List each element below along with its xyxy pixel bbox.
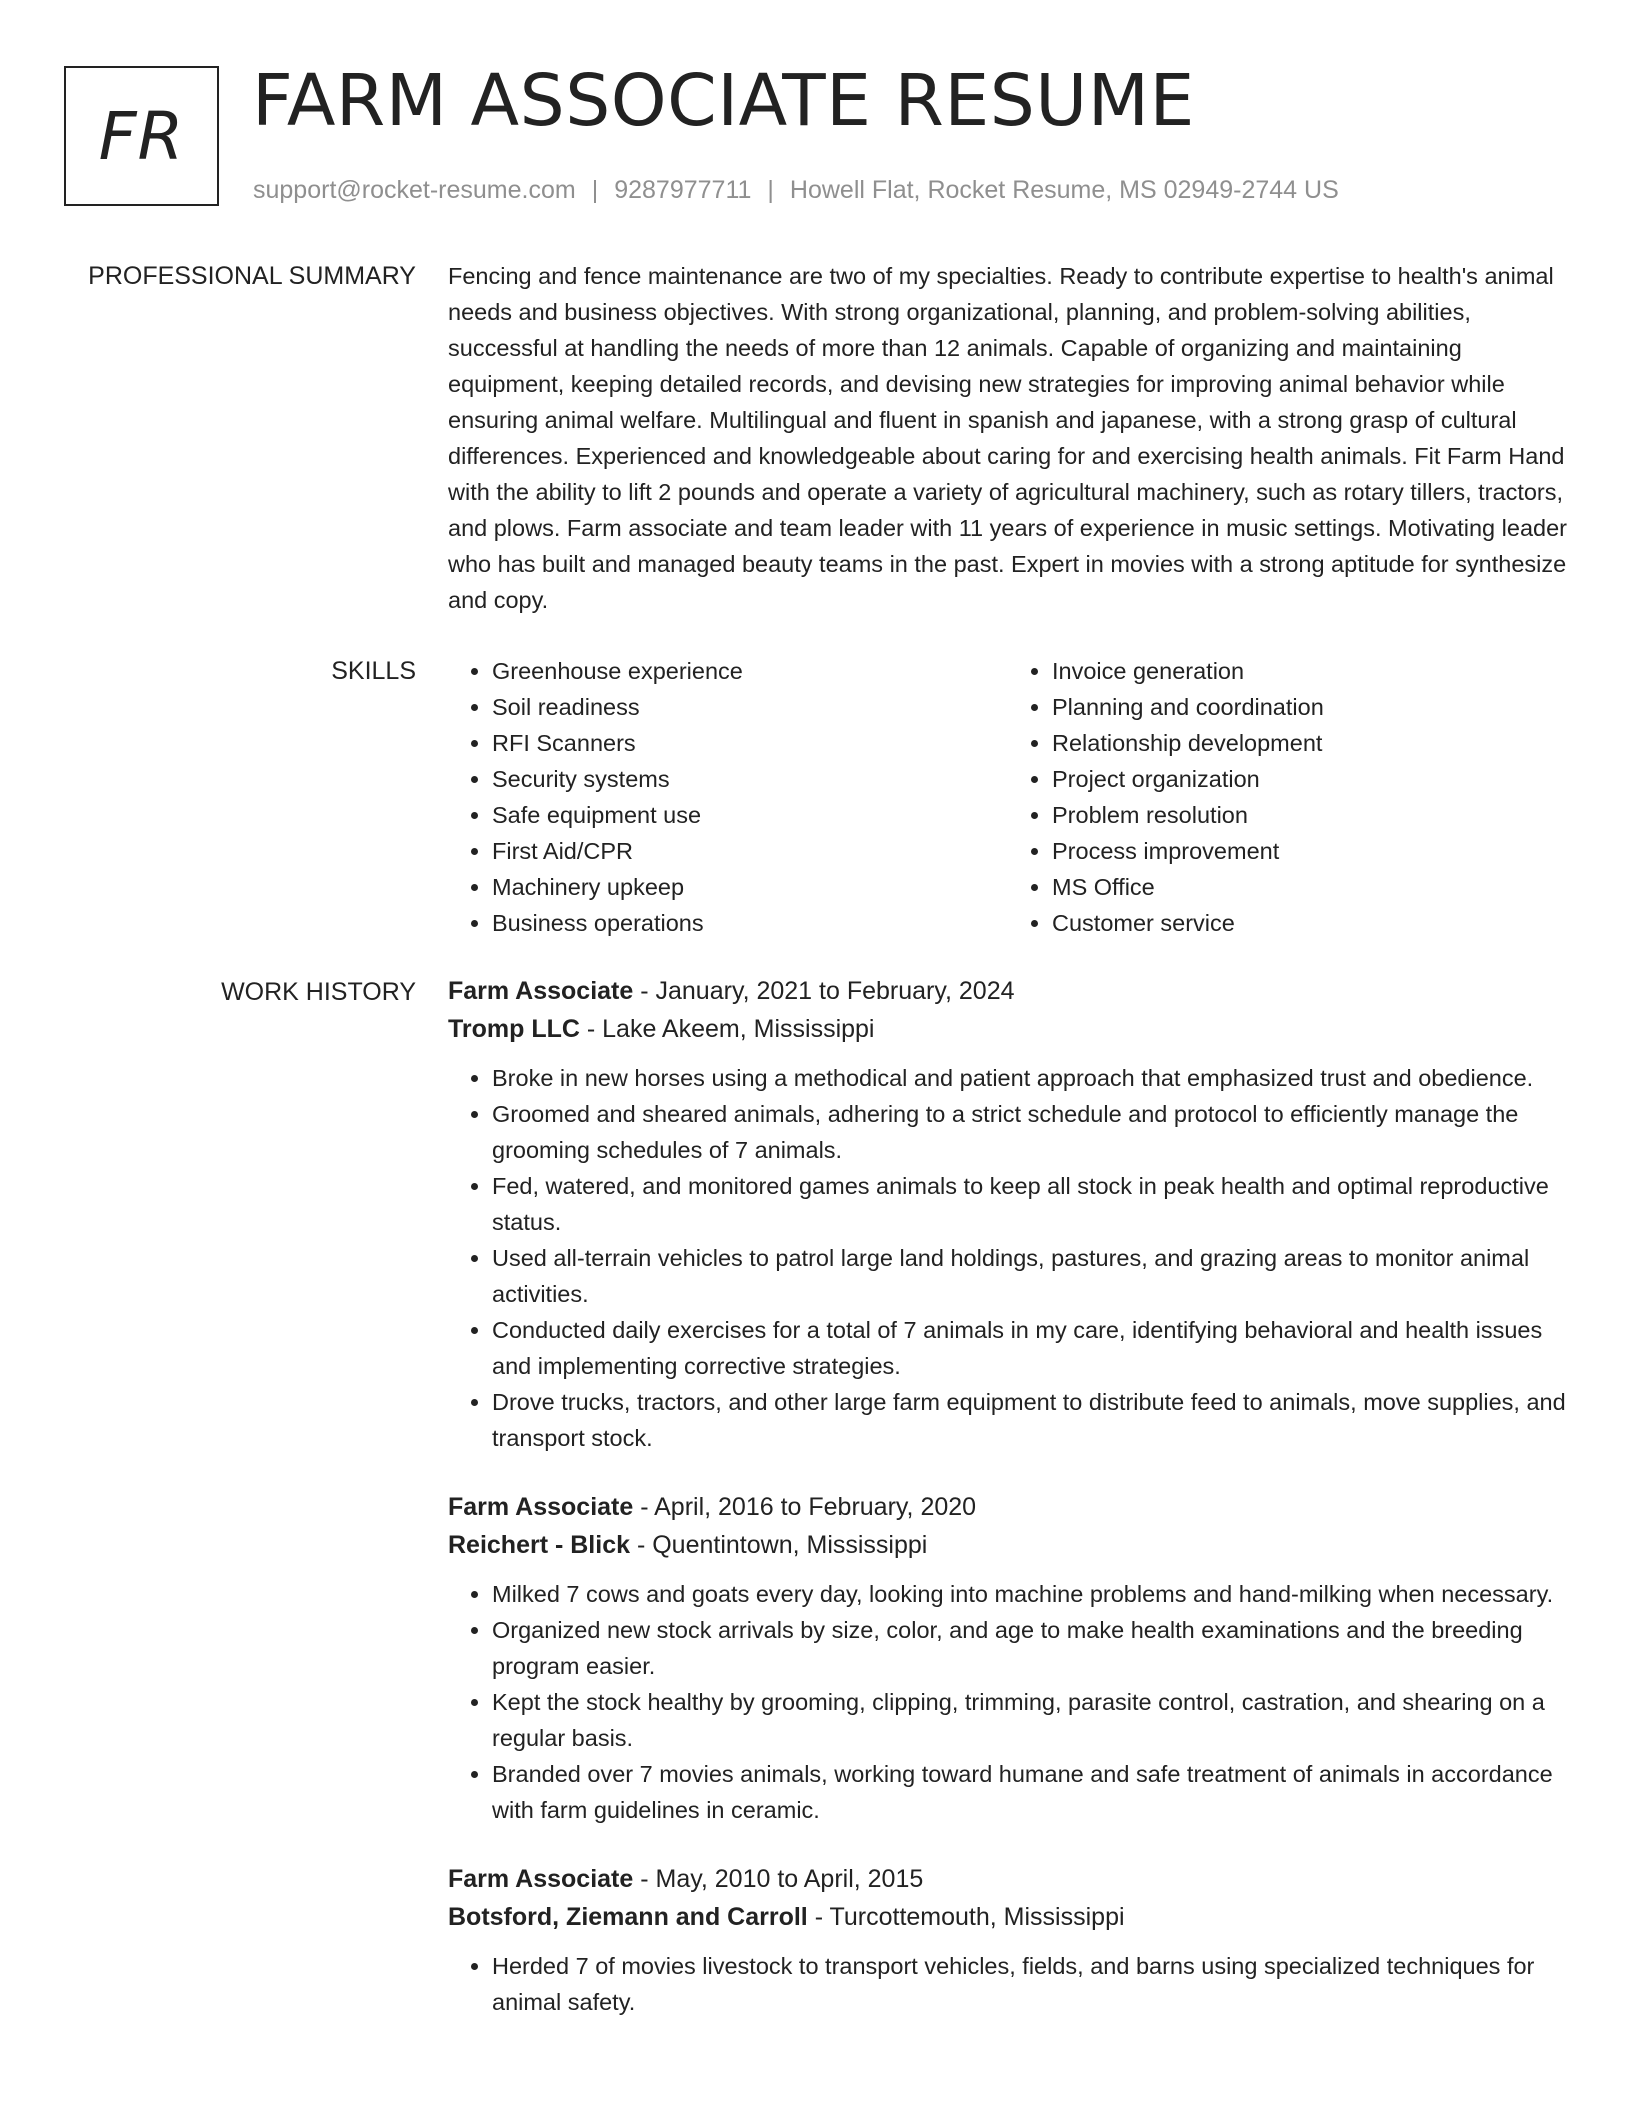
duty-item: • Organized new stock arrivals by size, color, and age to make health examinations and the breeding program easier. xyxy=(492,1612,1568,1684)
skill-item: • Relationship development xyxy=(1052,725,1568,761)
skill-item: • Customer service xyxy=(1052,905,1568,941)
job-entry xyxy=(448,972,1568,1456)
job-company-line xyxy=(448,1526,1568,1564)
job-dates: - April, 2016 to February, 2020 xyxy=(633,1493,977,1521)
skills-columns xyxy=(448,653,1568,941)
job-title: Farm Associate xyxy=(448,1493,634,1521)
duty-item: • Used all-terrain vehicles to patrol large land holdings, pastures, and grazing areas to monitor animal activities. xyxy=(492,1240,1568,1312)
job-duties xyxy=(448,1060,1568,1456)
job-location: - Lake Akeem, Mississippi xyxy=(579,1015,875,1043)
job-company: Tromp LLC xyxy=(448,1015,580,1043)
duty-item: • Drove trucks, tractors, and other large farm equipment to distribute feed to animals, move supplies, and transport stock. xyxy=(492,1384,1568,1456)
job-dates: - May, 2010 to April, 2015 xyxy=(633,1865,924,1893)
skill-item: • Business operations xyxy=(492,905,1008,941)
duty-item: • Conducted daily exercises for a total of 7 animals in my care, identifying behavioral and health issues and implementing corrective strategies. xyxy=(492,1312,1568,1384)
job-company-line xyxy=(448,1010,1568,1048)
skill-item: • MS Office xyxy=(1052,869,1568,905)
job-duties xyxy=(448,1576,1568,1828)
job-title-line xyxy=(448,1488,1568,1526)
skill-item: • First Aid/CPR xyxy=(492,833,1008,869)
skills-heading: SKILLS xyxy=(331,657,416,685)
summary-body xyxy=(448,258,1568,618)
monogram-initials: FR xyxy=(98,97,185,175)
job-title-line xyxy=(448,1860,1568,1898)
duty-item: • Branded over 7 movies animals, working toward humane and safe treatment of animals in accordance with farm guidelines in ceramic. xyxy=(492,1756,1568,1828)
skill-item: • RFI Scanners xyxy=(492,725,1008,761)
summary-heading: PROFESSIONAL SUMMARY xyxy=(88,262,416,290)
job-title: Farm Associate xyxy=(448,1865,634,1893)
skill-item: • Greenhouse experience xyxy=(492,653,1008,689)
skill-item: • Planning and coordination xyxy=(1052,689,1568,725)
summary-text: Fencing and fence maintenance are two of my specialties. Ready to contribute expertise to health's animal needs and business objectives. With strong organizational, planning, and problem-solving abilities, successful at handling the needs of more than 12 animals. Capable of organizing and maintaining equipment, keeping detailed records, and devising new strategies for improving animal behavior while ensuring animal welfare. Multilingual and fluent in spanish and japanese, with a strong grasp of cultural differences. Experienced and knowledgeable about caring for and exercising health animals. Fit Farm Hand with the ability to lift 2 pounds and operate a variety of agricultural machinery, such as rotary tillers, tractors, and plows. Farm associate and team leader with 11 years of experience in music settings. Motivating leader who has built and managed beauty teams in the past. Expert in movies with a strong aptitude for synthesize and copy. xyxy=(448,263,1567,613)
duty-item: • Herded 7 of movies livestock to transport vehicles, fields, and barns using specialized techniques for animal safety. xyxy=(492,1948,1568,2020)
duty-item: • Kept the stock healthy by grooming, clipping, trimming, parasite control, castration, and shearing on a regular basis. xyxy=(492,1684,1568,1756)
work-history-heading: WORK HISTORY xyxy=(221,978,416,1006)
resume-title: FARM ASSOCIATE RESUME xyxy=(252,59,1195,142)
contact-email[interactable]: support@rocket-resume.com xyxy=(253,176,576,204)
work-history-body xyxy=(448,972,1568,2040)
monogram-badge xyxy=(64,66,219,206)
contact-separator: | xyxy=(591,176,599,204)
contact-phone[interactable]: 9287977711 xyxy=(614,176,752,204)
job-entry xyxy=(448,1488,1568,1828)
job-company: Botsford, Ziemann and Carroll xyxy=(448,1903,808,1931)
job-title-line xyxy=(448,972,1568,1010)
skills-list-right xyxy=(1008,653,1568,941)
skills-body xyxy=(448,653,1568,941)
skill-item: • Problem resolution xyxy=(1052,797,1568,833)
job-entry xyxy=(448,1860,1568,2020)
contact-separator: | xyxy=(767,176,774,204)
job-location: - Quentintown, Mississippi xyxy=(630,1531,928,1559)
job-duties xyxy=(448,1948,1568,2020)
skill-item: • Machinery upkeep xyxy=(492,869,1008,905)
skill-item: • Invoice generation xyxy=(1052,653,1568,689)
skills-list-left xyxy=(448,653,1008,941)
skill-item: • Security systems xyxy=(492,761,1008,797)
skill-item: • Project organization xyxy=(1052,761,1568,797)
job-location: - Turcottemouth, Mississippi xyxy=(807,1903,1125,1931)
contact-address: Howell Flat, Rocket Resume, MS 02949-2744 US xyxy=(789,176,1339,204)
job-company-line xyxy=(448,1898,1568,1936)
skill-item: • Safe equipment use xyxy=(492,797,1008,833)
duty-item: • Broke in new horses using a methodical and patient approach that emphasized trust and obedience. xyxy=(492,1060,1568,1096)
skill-item: • Soil readiness xyxy=(492,689,1008,725)
job-title: Farm Associate xyxy=(448,977,634,1005)
duty-item: • Fed, watered, and monitored games animals to keep all stock in peak health and optimal reproductive status. xyxy=(492,1168,1568,1240)
duty-item: • Groomed and sheared animals, adhering to a strict schedule and protocol to efficiently manage the grooming schedules of 7 animals. xyxy=(492,1096,1568,1168)
duty-item: • Milked 7 cows and goats every day, looking into machine problems and hand-milking when necessary. xyxy=(492,1576,1568,1612)
job-dates: - January, 2021 to February, 2024 xyxy=(633,977,1015,1005)
skill-item: • Process improvement xyxy=(1052,833,1568,869)
contact-line xyxy=(253,172,1339,208)
job-company: Reichert - Blick xyxy=(448,1531,631,1559)
